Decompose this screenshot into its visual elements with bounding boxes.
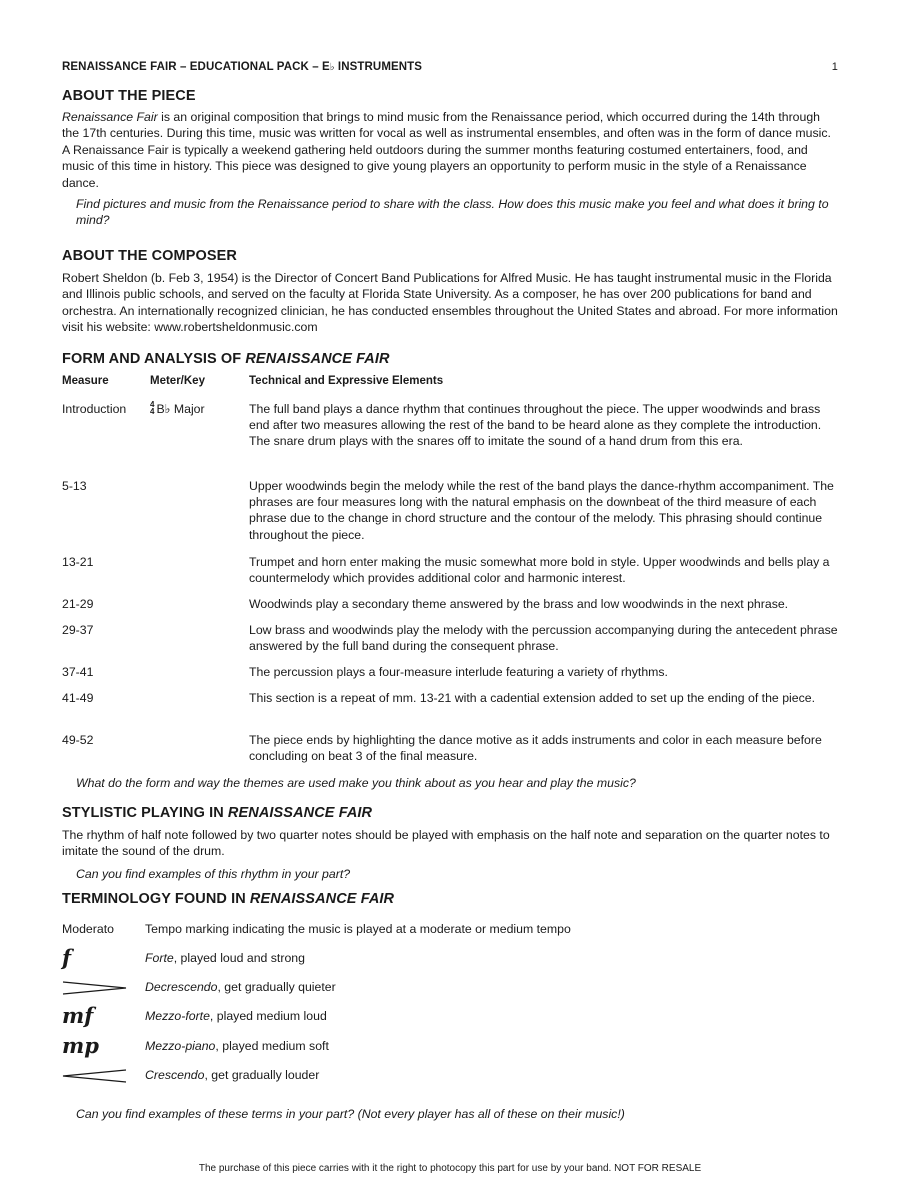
row-elements: Woodwinds play a secondary theme answered by the brass and low woodwinds in the next phrase. [249,597,789,611]
form-analysis-heading [62,350,838,368]
row-measure: 29-37 [62,623,94,637]
moderato-label: Moderato [62,922,114,936]
document-page [62,0,838,1200]
form-heading-italic: RENAISSANCE FAIR [245,351,390,367]
row-measure: 21-29 [62,597,94,611]
key-signature: B♭ Major [156,402,205,416]
table-row [62,478,838,544]
row-meter-key [150,401,245,417]
term-row-crescendo [62,1068,838,1094]
column-header-elements: Technical and Expressive Elements [249,375,444,387]
decrescendo-term: Decrescendo [145,980,218,994]
footer-notice: The purchase of this piece carries with it the right to photocopy this part for use by your band. NOT FOR RESALE [198,1163,702,1174]
mezzo-forte-definition [145,1009,825,1023]
decrescendo-icon [62,980,142,999]
crescendo-def-text: , get gradually louder [204,1068,320,1082]
form-analysis-heading-wrap [62,350,838,368]
stylistic-body: The rhythm of half note followed by two quarter notes should be played with emphasis on the half note and separation on the quarter notes to imitate the sound of the drum. [62,828,830,859]
row-measure: 37-41 [62,665,94,679]
mezzo-piano-def-text: , played medium soft [215,1039,329,1053]
term-row-mezzo-forte [62,1003,838,1035]
mezzo-forte-def-text: , played medium loud [209,1009,327,1023]
table-row [62,664,838,682]
crescendo-term: Crescendo [145,1068,205,1082]
row-measure: 49-52 [62,733,94,747]
column-header-measure: Measure [62,375,109,387]
stylistic-question: Can you find examples of this rhythm in your part? [76,866,351,881]
terminology-heading [62,890,838,908]
stylistic-heading-italic: RENAISSANCE FAIR [227,805,373,821]
page-number: 1 [831,61,838,73]
forte-definition [145,951,825,965]
running-title-suffix: INSTRUMENTS [334,61,423,73]
mezzo-forte-term: Mezzo-forte [145,1009,210,1023]
forte-def-text: , played loud and strong [173,951,305,965]
table-row [62,596,838,614]
flat-symbol: ♭ [329,62,335,73]
row-elements: The piece ends by highlighting the dance motive as it adds instruments and color in each measure before concluding on beat 3 of the final measure. [249,733,822,764]
terminology-heading-italic: RENAISSANCE FAIR [249,891,395,907]
about-piece-section [62,87,838,229]
table-row [62,622,838,656]
decrescendo-def-text: , get gradually quieter [217,980,336,994]
terminology-question-wrap [62,1106,838,1122]
mezzo-piano-symbol: mp [62,1033,99,1058]
terminology-question: Can you find examples of these terms in your part? (Not every player has all of these on their music!) [76,1107,625,1121]
time-signature [150,401,154,415]
crescendo-icon [62,1068,142,1087]
form-question-wrap [62,775,838,791]
terminology-heading-wrap [62,890,838,908]
about-piece-question: Find pictures and music from the Renaissance period to share with the class. How does this music make you feel and what does it bring to mind? [76,197,829,228]
row-measure: 5-13 [62,479,87,493]
about-piece-heading: ABOUT THE PIECE [62,88,196,104]
column-header-meter-key: Meter/Key [150,375,205,387]
term-row-forte [62,945,838,977]
time-signature-bottom: 4 [150,406,155,416]
stylistic-heading-prefix: STYLISTIC PLAYING IN [62,805,228,821]
term-row-mezzo-piano [62,1033,838,1065]
running-title: RENAISSANCE FAIR – EDUCATIONAL PACK – E [62,61,330,73]
row-elements: Trumpet and horn enter making the music somewhat more bold in style. Upper woodwinds and bells play a countermelody which provides additional color and harmonic interest. [249,555,830,586]
crescendo-definition [145,1068,825,1082]
running-header [62,61,838,73]
mezzo-forte-symbol: mf [62,1003,94,1028]
mezzo-piano-term: Mezzo-piano [145,1039,216,1053]
table-row [62,732,838,766]
stylistic-heading [62,804,838,822]
about-composer-body: Robert Sheldon (b. Feb 3, 1954) is the Director of Concert Band Publications for Alfred Music. He has taught instrumental music in the Florida and Illinois public schools, and served on the faculty at Florida State University. As a composer, he has over 200 publications for band and orchestra. An internationally recognized clinician, he has conducted ensembles throughout the United States and abroad. For more information visit his website: www.robertsheldonmusic.com [62,271,838,335]
piece-title-italic: Renaissance Fair [62,110,158,124]
about-composer-heading: ABOUT THE COMPOSER [62,248,237,264]
forte-symbol: f [62,945,72,970]
moderato-definition: Tempo marking indicating the music is played at a moderate or medium tempo [145,922,571,936]
row-elements: The percussion plays a four-measure interlude featuring a variety of rhythms. [249,665,668,679]
about-piece-body [62,109,838,191]
term-row-decrescendo [62,980,838,1006]
decrescendo-definition [145,980,825,994]
about-composer-section [62,247,838,336]
row-elements: The full band plays a dance rhythm that continues throughout the piece. The upper woodwinds and brass end after two measures allowing the rest of the band to be heard alone as they complete the introduction. The snare drum plays with the snares off to imitate the sound of a hand drum from this era. [249,402,822,449]
time-signature-top: 4 [150,399,155,409]
row-elements: Low brass and woodwinds play the melody with the percussion accompanying during the antecedent phrase answered by the full band during the consequent phrase. [249,623,838,654]
terminology-heading-prefix: TERMINOLOGY FOUND IN [62,891,250,907]
mezzo-piano-definition [145,1039,825,1053]
form-analysis-question: What do the form and way the themes are used make you think about as you hear and play the music? [76,776,636,790]
row-measure: 41-49 [62,691,94,705]
table-row [62,690,838,724]
term-row-moderato [62,922,838,948]
row-elements: This section is a repeat of mm. 13-21 with a cadential extension added to set up the ending of the piece. [249,691,816,705]
table-row [62,401,838,467]
forte-term: Forte [145,951,174,965]
row-measure: Introduction [62,402,127,416]
form-heading-prefix: FORM AND ANALYSIS OF [62,351,246,367]
about-piece-text: is an original composition that brings to mind music from the Renaissance period, which occurred during the 14th through the 17th centuries. During this time, music was written for vocal as well as instrumental ensembles, and often was in the form of dance music. A Renaissance Fair is typically a weekend gathering held outdoors during the summer months featuring costumed entertainers, food, and music of this time in history. This piece was designed to give young players an opportunity to perform music in the style of a Renaissance dance. [62,110,831,190]
table-row [62,554,838,588]
row-elements: Upper woodwinds begin the melody while the rest of the band plays the dance-rhythm accompaniment. The phrases are four measures long with the natural emphasis on the downbeat of the third measure of each phrase due to the change in chord structure and the contour of the melody. This phrasing should continue throughout the piece. [249,479,834,542]
row-measure: 13-21 [62,555,94,569]
stylistic-section [62,804,838,882]
